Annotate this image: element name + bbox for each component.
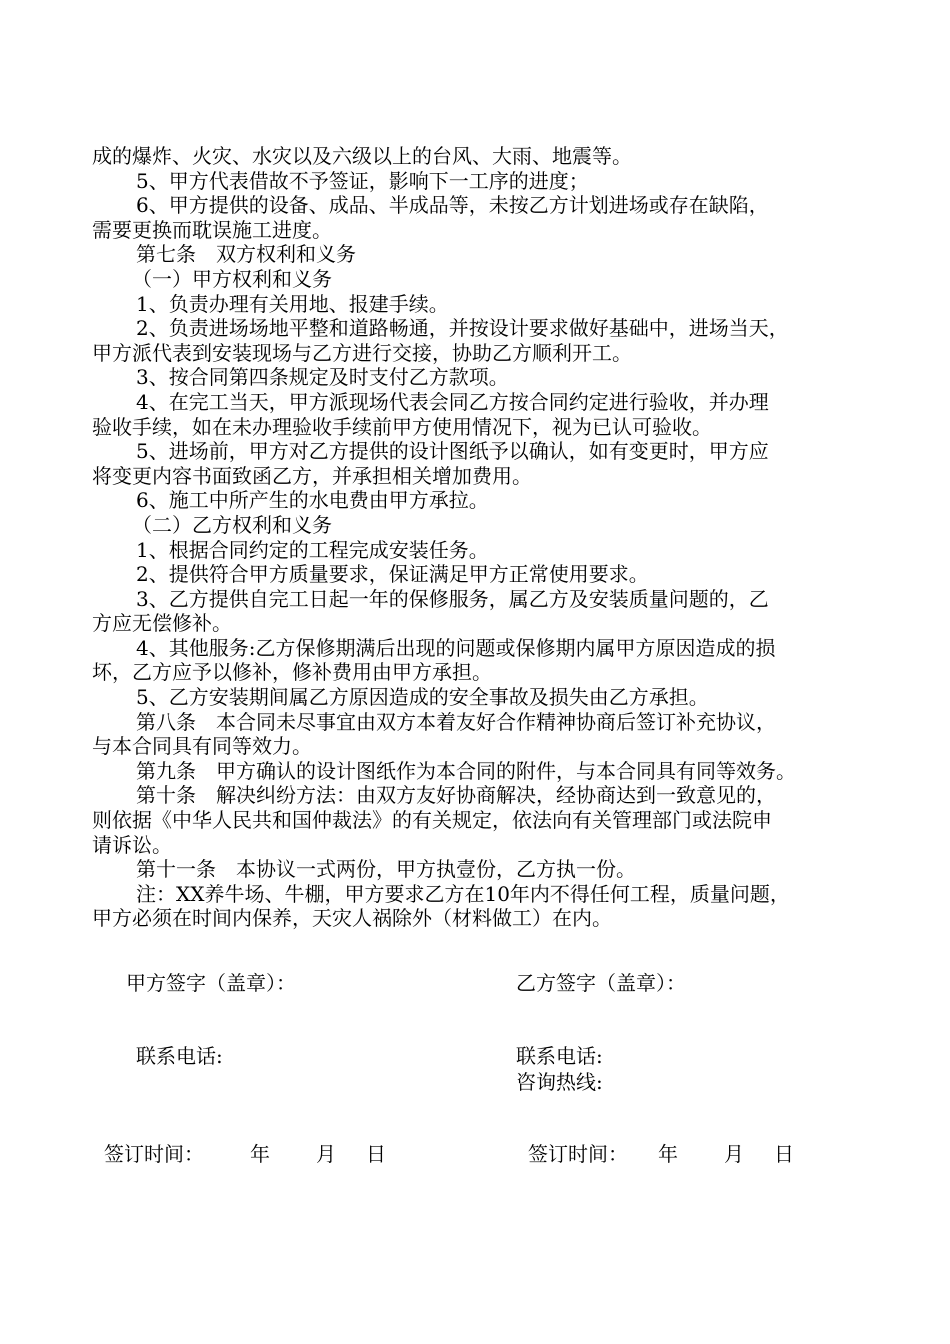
party-b-day: 日 — [774, 1142, 794, 1166]
paragraph-line: 3、按合同第四条规定及时支付乙方款项。 — [136, 365, 509, 390]
paragraph-line: 甲方必须在时间内保养，天灾人祸除外（材料做工）在内。 — [92, 906, 612, 931]
paragraph-line: 第十一条 本协议一式两份，甲方执壹份，乙方执一份。 — [136, 857, 636, 882]
paragraph-line: 第十条 解决纠纷方法：由双方友好协商解决，经协商达到一致意见的， — [136, 783, 776, 808]
paragraph-line: 注：XX养牛场、牛棚，甲方要求乙方在10年内不得任何工程，质量问题， — [136, 881, 790, 906]
paragraph-line: 6、甲方提供的设备、成品、半成品等，未按乙方计划进场或存在缺陷， — [136, 193, 769, 218]
paragraph-line: 成的爆炸、火灾、水灾以及六级以上的台风、大雨、地震等。 — [92, 144, 632, 168]
paragraph-line: 第七条 双方权利和义务 — [136, 242, 356, 267]
paragraph-line: 第九条 甲方确认的设计图纸作为本合同的附件，与本合同具有同等效务。 — [136, 758, 796, 783]
party-b-date-line — [528, 1141, 794, 1167]
party-a-month: 月 — [316, 1142, 336, 1166]
party-b-hotline-label: 咨询热线: — [516, 1070, 603, 1094]
party-b-month: 月 — [724, 1142, 744, 1166]
paragraph-line: 1、负责办理有关用地、报建手续。 — [136, 291, 449, 316]
party-b-year: 年 — [658, 1142, 678, 1166]
party-a-signature-label: 甲方签字（盖章）： — [126, 971, 296, 995]
paragraph-line: 6、施工中所产生的水电费由甲方承拉。 — [136, 488, 489, 513]
paragraph-line: 5、乙方安装期间属乙方原因造成的安全事故及损失由乙方承担。 — [136, 685, 709, 710]
party-b-phone-label: 联系电话: — [516, 1044, 603, 1068]
paragraph-line: （一）甲方权利和义务 — [132, 266, 332, 291]
paragraph-line: 2、负责进场场地平整和道路畅通，并按设计要求做好基础中，进场当天， — [136, 316, 789, 341]
party-a-phone-label: 联系电话: — [136, 1044, 223, 1068]
paragraph-line: 甲方派代表到安装现场与乙方进行交接，协助乙方顺利开工。 — [92, 340, 632, 365]
paragraph-line: 1、根据合同约定的工程完成安装任务。 — [136, 537, 489, 562]
party-b-date-label: 签订时间： — [528, 1142, 628, 1166]
paragraph-line: 将变更内容书面致函乙方，并承担相关增加费用。 — [92, 463, 532, 488]
party-a-day: 日 — [366, 1142, 386, 1166]
paragraph-line: 验收手续，如在未办理验收手续前甲方使用情况下，视为已认可验收。 — [92, 414, 712, 439]
paragraph-line: 方应无偿修补。 — [92, 611, 232, 636]
paragraph-line: 5、甲方代表借故不予签证，影响下一工序的进度； — [136, 168, 589, 193]
paragraph-line: 3、乙方提供自完工日起一年的保修服务，属乙方及安装质量问题的，乙 — [136, 586, 769, 611]
paragraph-line: 坏，乙方应予以修补，修补费用由甲方承担。 — [92, 660, 492, 685]
paragraph-line: （二）乙方权利和义务 — [132, 512, 332, 537]
paragraph-line: 2、提供符合甲方质量要求，保证满足甲方正常使用要求。 — [136, 562, 649, 587]
paragraph-line: 4、其他服务:乙方保修期满后出现的问题或保修期内属甲方原因造成的损 — [136, 635, 776, 660]
paragraph-line: 第八条 本合同未尽事宜由双方本着友好合作精神协商后签订补充协议， — [136, 709, 776, 734]
party-a-date-label: 签订时间： — [104, 1142, 204, 1166]
party-b-signature-label: 乙方签字（盖章）： — [516, 971, 686, 995]
paragraph-line: 4、在完工当天，甲方派现场代表会同乙方按合同约定进行验收，并办理 — [136, 389, 769, 414]
paragraph-line: 与本合同具有同等效力。 — [92, 734, 312, 759]
party-a-year: 年 — [250, 1142, 270, 1166]
paragraph-line: 5、进场前，甲方对乙方提供的设计图纸予以确认，如有变更时，甲方应 — [136, 439, 769, 464]
paragraph-line: 则依据《中华人民共和国仲裁法》的有关规定，依法向有关管理部门或法院申 — [92, 808, 772, 833]
paragraph-line: 请诉讼。 — [92, 832, 172, 857]
contract-body — [92, 144, 872, 931]
paragraph-line: 需要更换而耽误施工进度。 — [92, 217, 332, 242]
party-a-date-line — [104, 1141, 386, 1167]
